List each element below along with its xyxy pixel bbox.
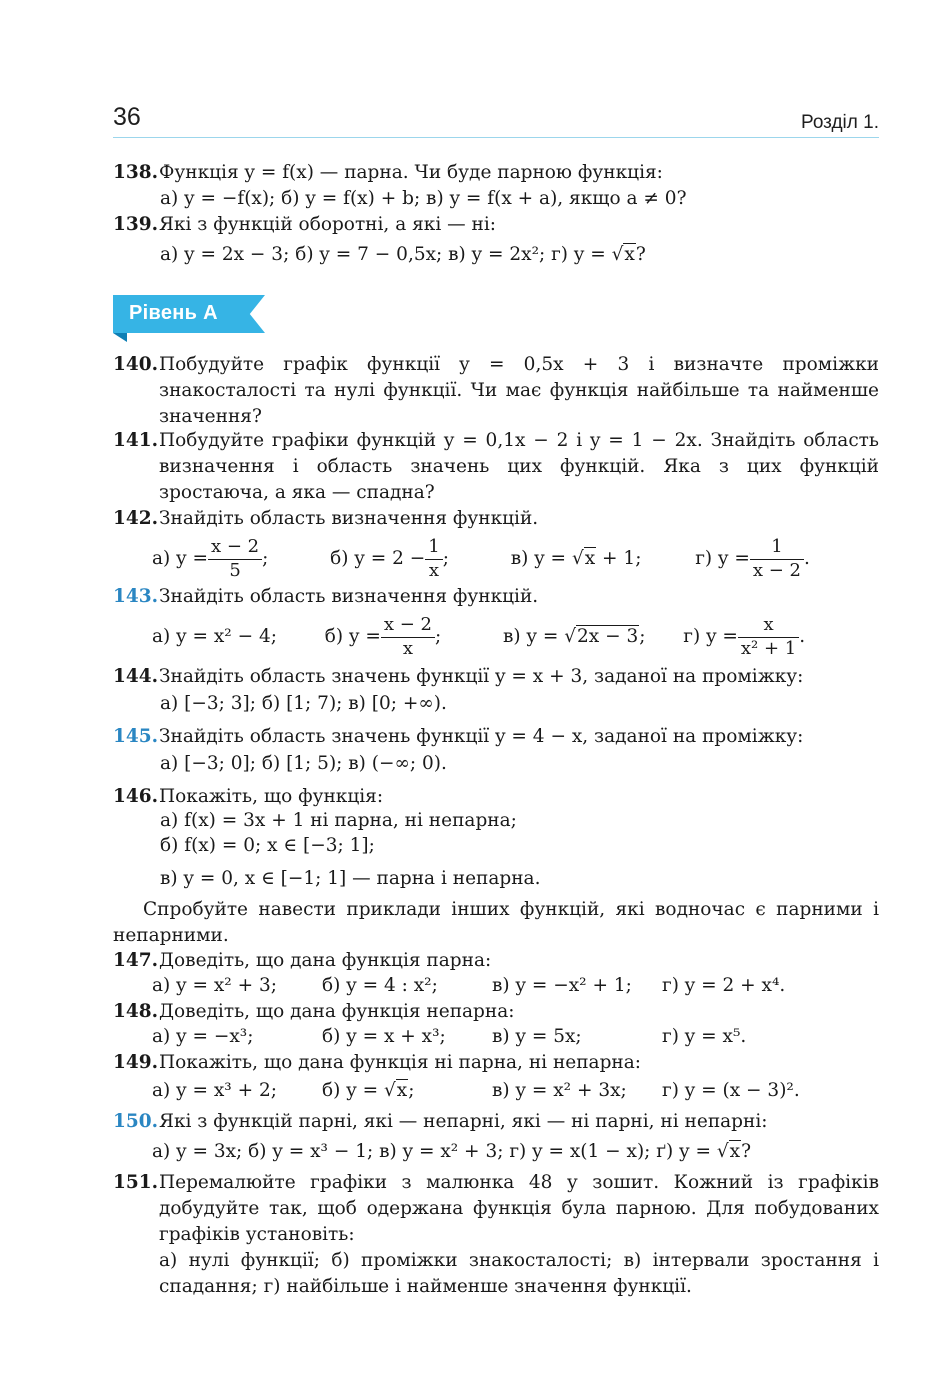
problem-number: 139. (113, 214, 159, 235)
problem-number: 143. (113, 586, 159, 607)
problem-145 (113, 724, 879, 750)
problem-141 (113, 428, 879, 506)
problem-number: 151. (113, 1172, 159, 1193)
fraction (208, 537, 262, 581)
fraction (381, 615, 435, 659)
problem-text: Знайдіть область значень функції y = 4 − x, заданої на проміжку: (159, 726, 804, 747)
radicand: x (729, 1141, 741, 1162)
problem-number: 144. (113, 666, 159, 687)
option-d: г) y = 2 + x⁴. (662, 975, 786, 996)
problem-number: 140. (113, 354, 159, 375)
problem-138-options: а) y = −f(x); б) y = f(x) + b; в) y = f(x + a), якщо a ≠ 0? (160, 188, 687, 209)
option-b-end: ; (408, 1080, 415, 1101)
problem-147-options (152, 973, 785, 999)
option-c-end: + 1; (596, 548, 642, 569)
problem-142 (113, 506, 879, 532)
option-a: а) y = −x³; (152, 1026, 254, 1047)
paragraph-try-examples: Спробуйте навести приклади інших функцій, які водночас є парними і непарними. (113, 899, 879, 946)
options-text: а) y = 2x − 3; б) y = 7 − 0,5x; в) y = 2x²; г) y = (160, 244, 612, 265)
problem-148 (113, 999, 879, 1025)
option-c: в) y = x² + 3x; (492, 1080, 627, 1101)
option-c-lhs: в) y = (502, 626, 565, 647)
problem-number: 146. (113, 786, 159, 807)
option-a: а) y = x² − 4; (152, 626, 277, 647)
fraction (750, 537, 804, 581)
problem-text: Доведіть, що дана функція непарна: (159, 1001, 515, 1022)
numerator: x − 2 (381, 615, 435, 638)
problem-number: 147. (113, 950, 159, 971)
problem-number: 138. (113, 162, 159, 183)
denominator: 5 (229, 559, 241, 581)
problem-text: Функція y = f(x) — парна. Чи буде парною функція: (159, 162, 663, 183)
problem-text: Перемалюйте графіки з малюнка 48 у зошит. Кожний із графіків добудуйте так, щоб одержана функція була парною. Для побудованих графіків установіть: (159, 1172, 879, 1245)
problem-148-options (152, 1024, 746, 1050)
option-d: г) y = x⁵. (662, 1026, 747, 1047)
problem-138 (113, 160, 879, 186)
level-badge (113, 295, 265, 333)
problem-143 (113, 584, 879, 610)
option-d: г) y = (x − 3)². (662, 1080, 800, 1101)
radicand: x (584, 548, 596, 569)
numerator: x (738, 615, 799, 638)
fraction (425, 537, 442, 581)
numerator: x − 2 (208, 537, 262, 560)
problem-144-options: а) [−3; 3]; б) [1; 7); в) [0; +∞). (160, 693, 447, 714)
problem-142-options: а) y = $\frac{x - 2}{5}$ ; б) y = 2 − $\frac{1}{x}$ ; в) y = √x + 1; г) y = $\frac{1}{x - 2}$ . (152, 535, 810, 581)
problem-145-options: а) [−3; 0]; б) [1; 5); в) (−∞; 0). (160, 753, 447, 774)
option-b-lhs: б) y = (324, 626, 381, 647)
page-number: 36 (113, 103, 141, 131)
option-d-lhs: г) y = (683, 626, 738, 647)
problem-number: 148. (113, 1001, 159, 1022)
numerator: 1 (750, 537, 804, 560)
options-end: ? (635, 244, 646, 265)
option-a-end: ; (262, 548, 269, 569)
option-b-lhs: б) y = (322, 1080, 384, 1101)
problem-text: Знайдіть область визначення функцій. (159, 586, 539, 607)
problem-text: Доведіть, що дана функція парна: (159, 950, 492, 971)
option-b: б) y = 4 : x²; (322, 975, 438, 996)
options-end: ? (741, 1141, 752, 1162)
problem-text: Знайдіть область значень функції y = x + 3, заданої на проміжку: (159, 666, 804, 687)
option-d-end: . (799, 626, 806, 647)
problem-number: 142. (113, 508, 159, 529)
problem-146-a: а) f(x) = 3x + 1 ні парна, ні непарна; (160, 810, 517, 831)
problem-139 (113, 212, 879, 238)
option-b-end: ; (442, 548, 449, 569)
badge-fold (113, 333, 127, 342)
option-d-lhs: г) y = (695, 548, 750, 569)
header-rule (113, 137, 879, 138)
problem-number: 150. (113, 1111, 159, 1132)
denominator: x − 2 (752, 559, 801, 581)
problem-151 (113, 1170, 879, 1300)
denominator: x (428, 559, 440, 581)
radicand: 2x − 3 (577, 626, 639, 647)
option-a: а) y = x² + 3; (152, 975, 277, 996)
option-d-end: . (803, 548, 810, 569)
problem-146-b: б) f(x) = 0; x ∈ [−3; 1]; (160, 835, 375, 856)
option-c: в) y = 5x; (492, 1026, 582, 1047)
problem-text: Знайдіть область визначення функцій. (159, 508, 539, 529)
problem-text: Покажіть, що функція: (159, 786, 384, 807)
option-b: б) y = √x; (322, 1080, 415, 1101)
problem-number: 149. (113, 1052, 159, 1073)
numerator: 1 (425, 537, 442, 560)
option-b: б) y = x + x³; (322, 1026, 446, 1047)
option-c-lhs: в) y = (510, 548, 572, 569)
problem-146 (113, 784, 879, 810)
problem-149-options (152, 1078, 800, 1104)
problem-139-options: а) y = 2x − 3; б) y = 7 − 0,5x; в) y = 2x²; г) y = √x? (160, 244, 646, 265)
options-text: а) y = 3x; б) y = x³ − 1; в) y = x² + 3; г) y = x(1 − x); ґ) y = (152, 1141, 717, 1162)
problem-subtext: а) нулі функції; б) проміжки знакосталості; в) інтервали зростання і спадання; г) найбільше і найменше значення функції. (159, 1250, 879, 1297)
option-a-lhs: а) y = (152, 548, 208, 569)
problem-150-options: а) y = 3x; б) y = x³ − 1; в) y = x² + 3; г) y = x(1 − x); ґ) y = √x? (152, 1141, 752, 1162)
radicand: x (624, 244, 635, 265)
section-title: Розділ 1. (800, 112, 879, 133)
problem-143-options: а) y = x² − 4; б) y = $\frac{x - 2}{x}$ ; в) y = √2x − 3; г) y = $\frac{x}{\text{x² + 1}}$ . (152, 613, 806, 659)
option-c-end: ; (639, 626, 646, 647)
problem-text: Побудуйте графіки функцій y = 0,1x − 2 і y = 1 − 2x. Знайдіть область визначення і область значень цих функцій. Яка з цих функцій зростаюча, а яка — спадна? (159, 430, 879, 503)
problem-text: Які з функцій оборотні, а які — ні: (159, 214, 496, 235)
problem-number: 141. (113, 430, 159, 451)
problem-text: Які з функцій парні, які — непарні, які — ні парні, ні непарні: (159, 1111, 768, 1132)
problem-146-c: в) y = 0, x ∈ [−1; 1] — парна і непарна. (160, 868, 541, 889)
option-a: а) y = x³ + 2; (152, 1080, 277, 1101)
problem-text: Покажіть, що дана функція ні парна, ні непарна: (159, 1052, 642, 1073)
level-label: Рівень А (129, 302, 218, 324)
denominator: x (402, 637, 413, 659)
option-c: в) y = −x² + 1; (492, 975, 632, 996)
radicand: x (396, 1080, 408, 1101)
problem-147 (113, 948, 879, 974)
problem-text: Побудуйте графік функції y = 0,5x + 3 і визначте проміжки знакосталості та нулі функції. Чи має функція найбільше та найменше значення? (159, 354, 879, 427)
denominator: x² + 1 (740, 637, 797, 659)
option-b-end: ; (434, 626, 442, 647)
fraction (738, 615, 799, 659)
problem-140 (113, 352, 879, 430)
problem-144 (113, 664, 879, 690)
problem-150 (113, 1109, 879, 1135)
problem-number: 145. (113, 726, 159, 747)
problem-149 (113, 1050, 879, 1076)
option-b-lhs: б) y = 2 − (330, 548, 426, 569)
